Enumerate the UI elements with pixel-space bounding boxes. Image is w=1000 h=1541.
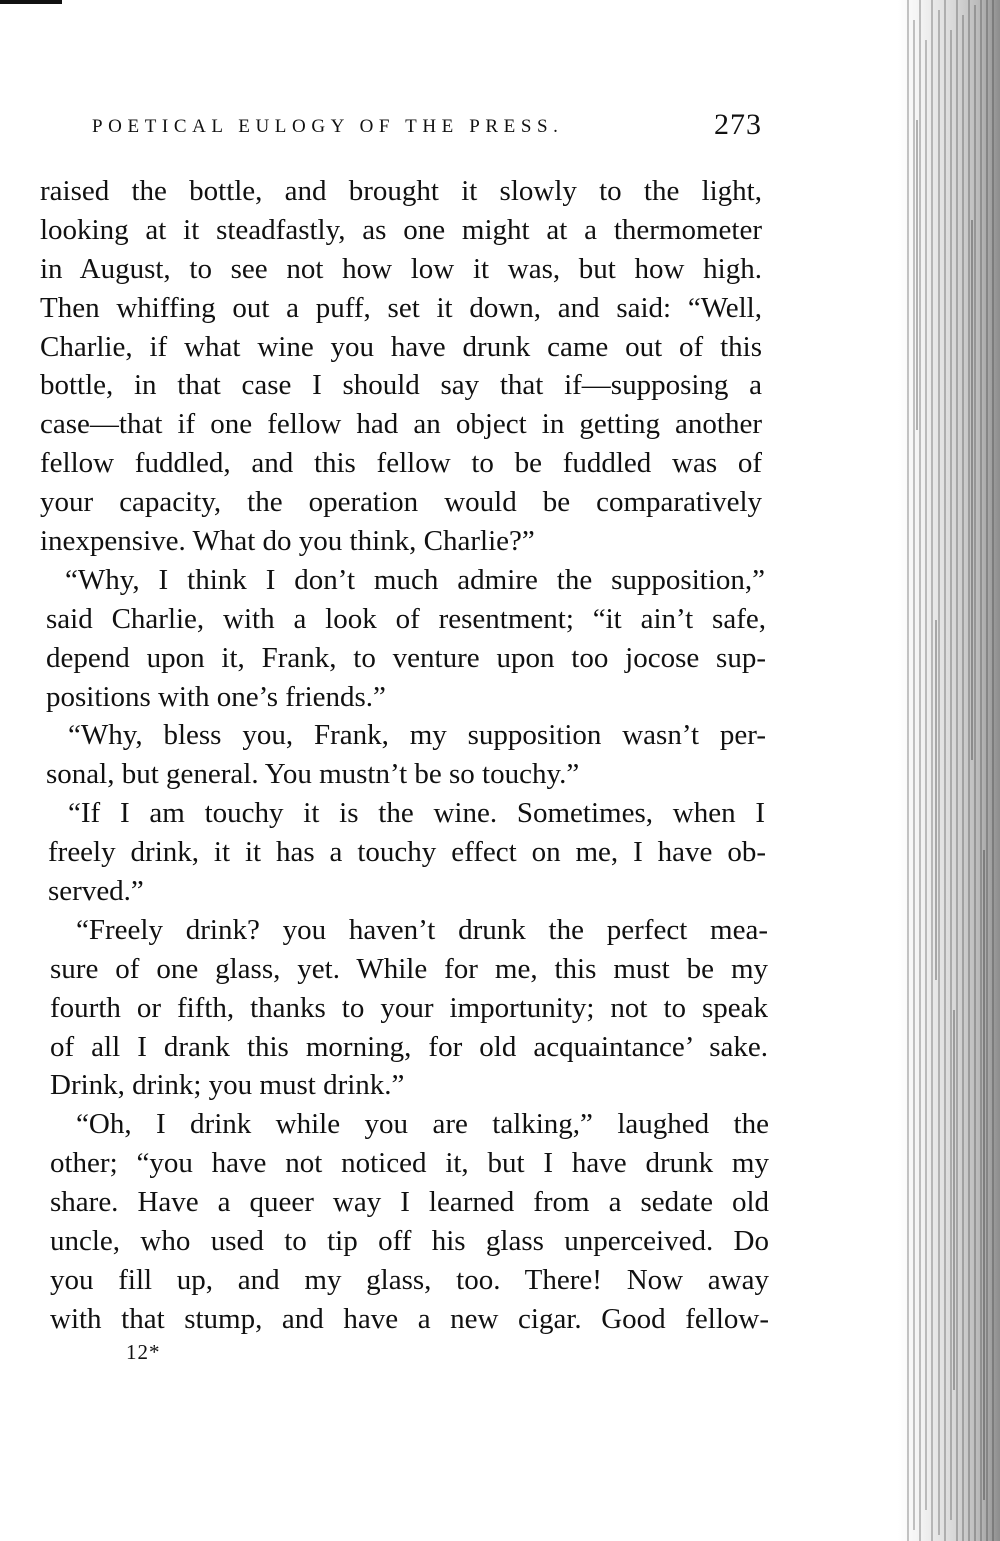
text-line: of all I drank this morning, for old acquaintance’ sake. — [50, 1030, 768, 1063]
text-line: you fill up, and my glass, too. There! Now away — [50, 1263, 769, 1296]
text-line: fellow fuddled, and this fellow to be fuddled was of — [40, 447, 762, 480]
text-line: Then whiffing out a puff, set it down, and said: “Well, — [40, 291, 762, 324]
text-line: your capacity, the operation would be comparatively — [40, 486, 762, 519]
text-line: “Why, bless you, Frank, my supposition wasn’t per- — [68, 719, 766, 752]
page-number: 273 — [714, 108, 762, 141]
text-line: bottle, in that case I should say that if—supposing a — [40, 369, 762, 402]
text-line: uncle, who used to tip off his glass unperceived. Do — [50, 1225, 769, 1258]
scan-edge-mark — [0, 0, 62, 4]
running-head — [92, 108, 762, 148]
text-line: share. Have a queer way I learned from a sedate old — [50, 1186, 769, 1219]
page-edge-texture — [890, 0, 1000, 1541]
text-line: freely drink, it it has a touchy effect on me, I have ob- — [48, 836, 766, 869]
text-line: Charlie, if what wine you have drunk came out of this — [40, 330, 762, 363]
text-line: looking at it steadfastly, as one might at a thermometer — [40, 213, 762, 246]
text-line: inexpensive. What do you think, Charlie?” — [40, 525, 535, 558]
text-line: fourth or fifth, thanks to your importunity; not to speak — [50, 991, 768, 1024]
text-line: with that stump, and have a new cigar. Good fellow- — [50, 1302, 769, 1335]
text-line: Drink, drink; you must drink.” — [50, 1069, 405, 1102]
text-line: sonal, but general. You mustn’t be so touchy.” — [46, 758, 580, 791]
signature-mark: 12* — [126, 1340, 161, 1364]
text-line: “Oh, I drink while you are talking,” laughed the — [76, 1108, 769, 1141]
text-line: sure of one glass, yet. While for me, this must be my — [50, 952, 768, 985]
text-line: raised the bottle, and brought it slowly to the light, — [40, 175, 762, 207]
text-line: “If I am touchy it is the wine. Sometimes, when I — [68, 797, 765, 830]
text-line: in August, to see not how low it was, but how high. — [40, 252, 762, 285]
running-title: POETICAL EULOGY OF THE PRESS. — [92, 116, 564, 137]
text-line: “Freely drink? you haven’t drunk the perfect mea- — [76, 913, 768, 946]
body-text — [40, 172, 770, 1339]
text-line: case—that if one fellow had an object in getting another — [40, 408, 762, 441]
text-line: served.” — [48, 875, 144, 908]
text-line: said Charlie, with a look of resentment; “it ain’t safe, — [46, 602, 766, 635]
text-line: depend upon it, Frank, to venture upon too jocose sup- — [46, 641, 766, 674]
text-line: other; “you have not noticed it, but I have drunk my — [50, 1147, 769, 1180]
text-line: “Why, I think I don’t much admire the supposition,” — [65, 563, 765, 596]
text-line: positions with one’s friends.” — [46, 680, 386, 713]
